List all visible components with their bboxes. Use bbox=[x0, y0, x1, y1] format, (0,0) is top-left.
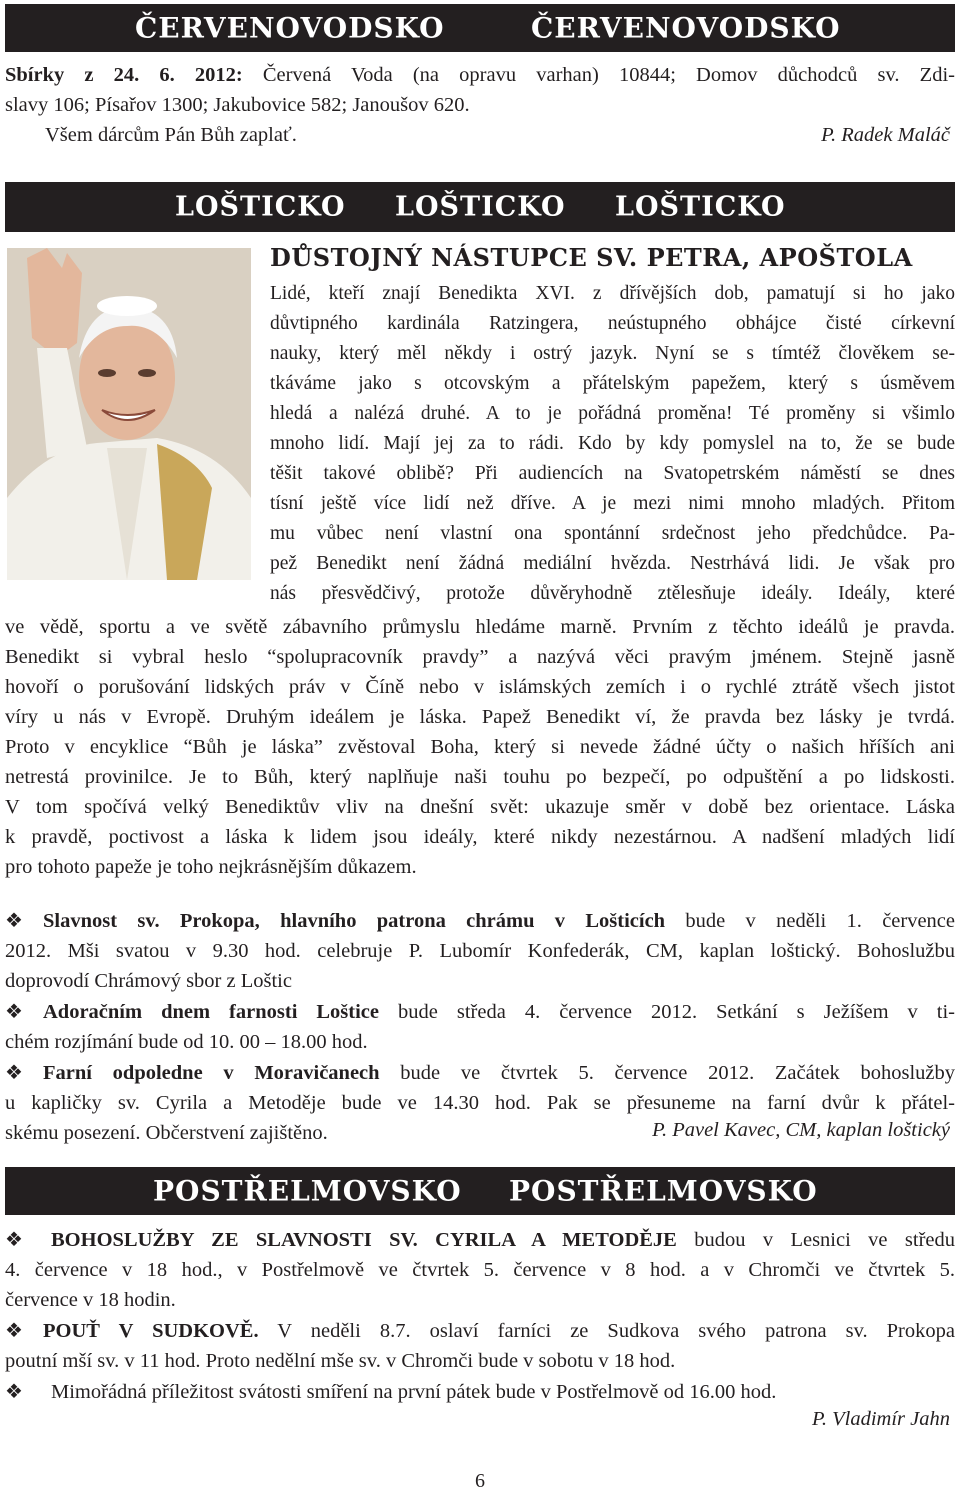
banner-title: ČERVENOVODSKO bbox=[135, 11, 445, 45]
announcements-postrelmovsko bbox=[5, 1224, 955, 1430]
section-banner-postrelmovsko bbox=[5, 1167, 955, 1215]
item-text: 2012. Mši svatou v 9.30 hod. celebruje P. Lubomír Konfederák, CM, kaplan loštický. Bohoslužbu bbox=[5, 940, 955, 962]
diamond-bullet-icon: ❖ bbox=[5, 1060, 23, 1084]
article-line: pež Benedikt není žádná mediální hvězda. Nestrhává lidi. Je však pro bbox=[270, 553, 955, 574]
diamond-bullet-icon: ❖ bbox=[5, 1227, 23, 1251]
banner-title: LOŠTICKO bbox=[615, 191, 786, 223]
banner-title: POSTŘELMOVSKO bbox=[153, 1174, 462, 1208]
pope-photo bbox=[7, 248, 251, 580]
article-line: netrestá provinilce. Je to Bůh, který naplňuje naši touhu po bezpečí, po odpuštění a po lidskosti. bbox=[5, 766, 955, 788]
banner-title: ČERVENOVODSKO bbox=[531, 11, 841, 45]
list-item bbox=[5, 905, 955, 936]
article-line: k pravdě, poctivost a láska k lidem jsou ideály, které nikdy nezestárnou. A nadšení mladých lidí bbox=[5, 826, 955, 848]
announcements-losticko bbox=[5, 905, 955, 1148]
item-bold: BOHOSLUŽBY ZE SLAVNOSTI SV. CYRILA A METODĚJE bbox=[51, 1229, 677, 1251]
diamond-bullet-icon: ❖ bbox=[5, 1318, 23, 1342]
item-bold: POUŤ V SUDKOVĚ. bbox=[43, 1320, 259, 1342]
signature: P. Pavel Kavec, CM, kaplan loštický bbox=[652, 1119, 950, 1141]
item-bold: Farní odpoledne v Moravičanech bbox=[43, 1062, 380, 1084]
item-text: 4. července v 18 hod., v Postřelmově ve čtvrtek 5. července v 8 hod. a v Chromči ve čtvrtek 5. bbox=[5, 1259, 955, 1281]
item-text: skému posezení. Občerstvení zajištěno. bbox=[5, 1122, 328, 1144]
article-line: hledá a nalézá druhé. A to je pořádná proměna! Té proměny si všimlo bbox=[270, 403, 955, 424]
collections-paragraph bbox=[5, 60, 955, 150]
diamond-bullet-icon: ❖ bbox=[5, 908, 23, 932]
signature: P. Radek Maláč bbox=[821, 124, 950, 146]
item-text: doprovodí Chrámový sbor z Loštic bbox=[5, 970, 292, 992]
signature: P. Vladimír Jahn bbox=[812, 1408, 950, 1430]
item-text: poutní mší sv. v 11 hod. Proto nedělní mše sv. v Chromči bude v sobotu v 18 hod. bbox=[5, 1350, 676, 1372]
banner-title: LOŠTICKO bbox=[175, 191, 346, 223]
diamond-bullet-icon: ❖ bbox=[5, 999, 23, 1023]
list-item bbox=[5, 1057, 955, 1088]
item-bold: Slavnost sv. Prokopa, hlavního patrona chrámu v Lošticích bbox=[43, 910, 666, 932]
collections-text: slavy 106; Písařov 1300; Jakubovice 582; Janoušov 620. bbox=[5, 94, 470, 116]
list-item bbox=[5, 1224, 955, 1255]
item-bold: Adoračním dnem farnosti Loštice bbox=[43, 1001, 380, 1023]
section-banner-losticko bbox=[5, 182, 955, 232]
article-line: V tom spočívá velký Benediktův vliv na dnešní svět: ukazuje směr v době bez orientace. Láska bbox=[5, 796, 955, 818]
list-item bbox=[5, 996, 955, 1027]
article-line: nás přesvědčivý, protože důvěryhodně ztělesňuje ideály. Ideály, které bbox=[270, 583, 955, 604]
article-line: hovoří o porušování lidských práv v Číně nebo v islámských zemích i o rychlé ztrátě všech jistot bbox=[5, 676, 955, 698]
item-text: bude ve čtvrtek 5. července 2012. Začátek bohoslužby bbox=[400, 1062, 955, 1084]
banner-title: POSTŘELMOVSKO bbox=[509, 1174, 818, 1208]
article-line: těšit takové oblibě? Při audiencích na Svatopetrském náměstí se dnes bbox=[270, 463, 955, 484]
article-body-wide bbox=[5, 612, 955, 882]
item-text: bude středa 4. července 2012. Setkání s Ježíšem v ti- bbox=[398, 1001, 955, 1023]
article-line: Proto v encyklice “Bůh je láska” zvěstoval Boha, který si nevede žádné účty o našich hříších ani bbox=[5, 736, 955, 758]
article-line: důvtipného kardinála Ratzingera, neústupného obhájce čisté církevní bbox=[270, 313, 955, 334]
item-text: července v 18 hodin. bbox=[5, 1289, 176, 1311]
collections-label: Sbírky z 24. 6. 2012: bbox=[5, 64, 243, 86]
list-item bbox=[5, 1376, 955, 1407]
section-banner-cervenovodsko bbox=[5, 4, 955, 52]
collections-text: Červená Voda (na opravu varhan) 10844; Domov důchodců sv. Zdi- bbox=[262, 64, 955, 86]
thanks-text: Všem dárcům Pán Bůh zaplať. bbox=[45, 124, 297, 146]
article-body-narrow bbox=[270, 279, 955, 609]
item-text: u kapličky sv. Cyrila a Metoděje bude ve 14.30 hod. Pak se přesuneme na farní dvůr k přátel- bbox=[5, 1092, 955, 1114]
article-line: víry u nás v Evropě. Druhým ideálem je láska. Papež Benedikt ví, že pravda bez lásky je tvrdá. bbox=[5, 706, 955, 728]
list-item bbox=[5, 1315, 955, 1346]
article-line: tísní ještě více lidí než dříve. A je mezi nimi mnoho mladých. Přitom bbox=[270, 493, 955, 514]
article-line: mu vůbec není vlastní ona spontánní srdečnost jeho předchůdce. Pa- bbox=[270, 523, 955, 544]
banner-title: LOŠTICKO bbox=[395, 191, 566, 223]
page-number: 6 bbox=[475, 1470, 485, 1492]
article-title: DŮSTOJNÝ NÁSTUPCE SV. PETRA, APOŠTOLA bbox=[270, 243, 913, 272]
item-text: bude v neděli 1. července bbox=[685, 910, 956, 932]
item-text: Mimořádná příležitost svátosti smíření na první pátek bude v Postřelmově od 16.00 hod. bbox=[51, 1381, 777, 1403]
article-line: mnoho lidí. Mají jej za to rádi. Kdo by kdy pomyslel na to, že se bude bbox=[270, 433, 955, 454]
item-text: chém rozjímání bude od 10. 00 – 18.00 hod. bbox=[5, 1031, 368, 1053]
article-line: Lidé, kteří znají Benedikta XVI. z dřívějších dob, pamatují si ho jako bbox=[270, 283, 955, 304]
item-text: budou v Lesnici ve středu bbox=[694, 1229, 955, 1251]
diamond-bullet-icon: ❖ bbox=[5, 1379, 23, 1403]
article-line: nauky, který měl někdy i ostrý jazyk. Nyní se s tímtéž člověkem se- bbox=[270, 343, 955, 364]
article-line: ve vědě, sportu a ve světě zábavního průmyslu hledáme marně. Prvním z těchto ideálů je pravda. bbox=[5, 616, 955, 638]
article-line: Benedikt si vybral heslo “spolupracovník pravdy” a nazývá věci pravým jménem. Stejně jasně bbox=[5, 646, 955, 668]
article-line: tkáváme jako s otcovským a přátelským papežem, který s úsměvem bbox=[270, 373, 955, 394]
item-text: V neděli 8.7. oslaví farníci ze Sudkova svého patrona sv. Prokopa bbox=[277, 1320, 955, 1342]
article-line: pro tohoto papeže je toho nejkrásnějším důkazem. bbox=[5, 856, 417, 878]
